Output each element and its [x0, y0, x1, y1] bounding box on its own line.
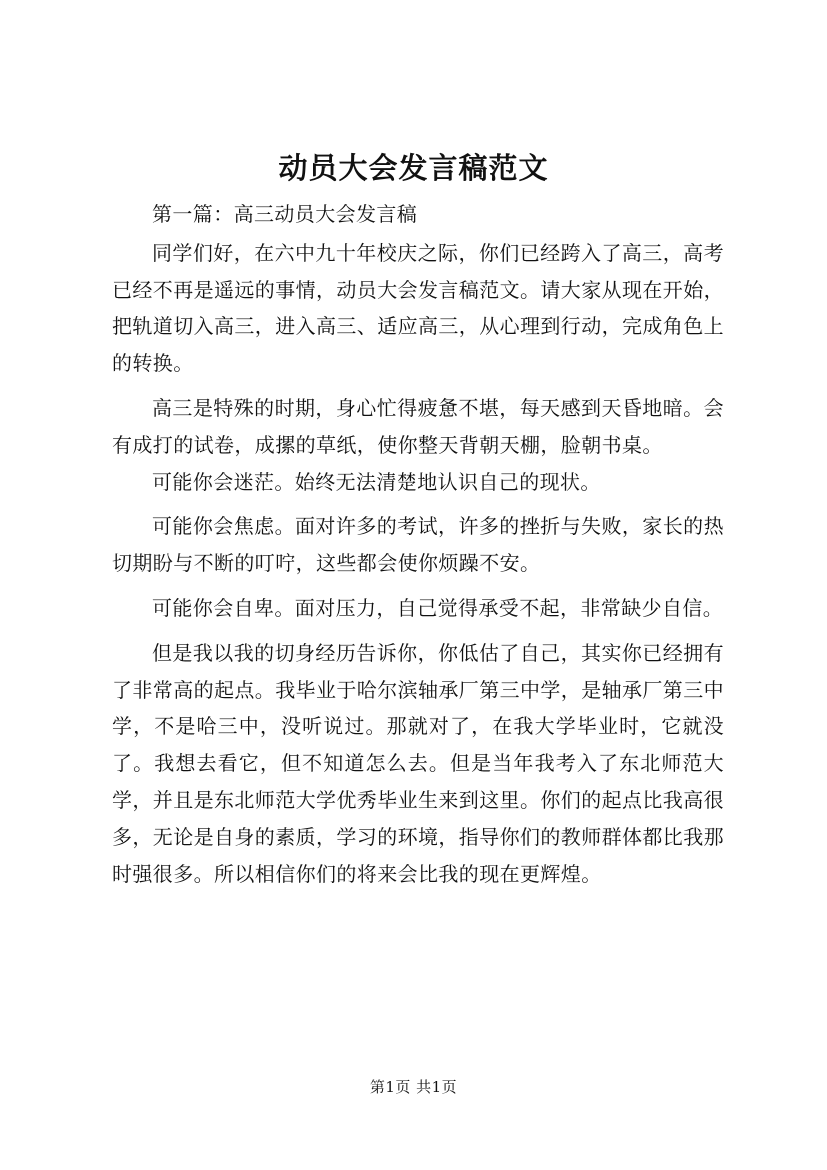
document-body [112, 196, 724, 892]
document-title: 动员大会发言稿范文 [278, 151, 549, 185]
page-footer: 第1页 共1页 [369, 1078, 458, 1096]
paragraph: 高三是特殊的时期，身心忙得疲惫不堪，每天感到天昏地暗。会有成打的试卷，成摞的草纸，使你整天背朝天棚，脸朝书桌。 [112, 395, 724, 457]
paragraph: 可能你会迷茫。始终无法清楚地认识自己的现状。 [152, 469, 601, 494]
paragraph: 同学们好，在六中九十年校庆之际，你们已经跨入了高三，高考已经不再是遥远的事情，动员大会发言稿范文。请大家从现在开始，把轨道切入高三，进入高三、适应高三，从心理到行动，完成角色上的转换。 [112, 240, 724, 376]
section-heading: 第一篇：高三动员大会发言稿 [152, 202, 418, 226]
paragraph: 但是我以我的切身经历告诉你，你低估了自己，其实你已经拥有了非常高的起点。我毕业于哈尔滨轴承厂第三中学，是轴承厂第三中学，不是哈三中，没听说过。那就对了，在我大学毕业时，它就没了。我想去看它，但不知道怎么去。但是当年我考入了东北师范大学，并且是东北师范大学优秀毕业生来到这里。你们的起点比我高很多，无论是自身的素质，学习的环境，指导你们的教师群体都比我那时强很多。所以相信你们的将来会比我的现在更辉煌。 [112, 640, 724, 886]
paragraph: 可能你会焦虑。面对许多的考试，许多的挫折与失败，家长的热切期盼与不断的叮咛，这些都会使你烦躁不安。 [112, 514, 724, 576]
paragraph: 可能你会自卑。面对压力，自己觉得承受不起，非常缺少自信。 [152, 595, 724, 620]
